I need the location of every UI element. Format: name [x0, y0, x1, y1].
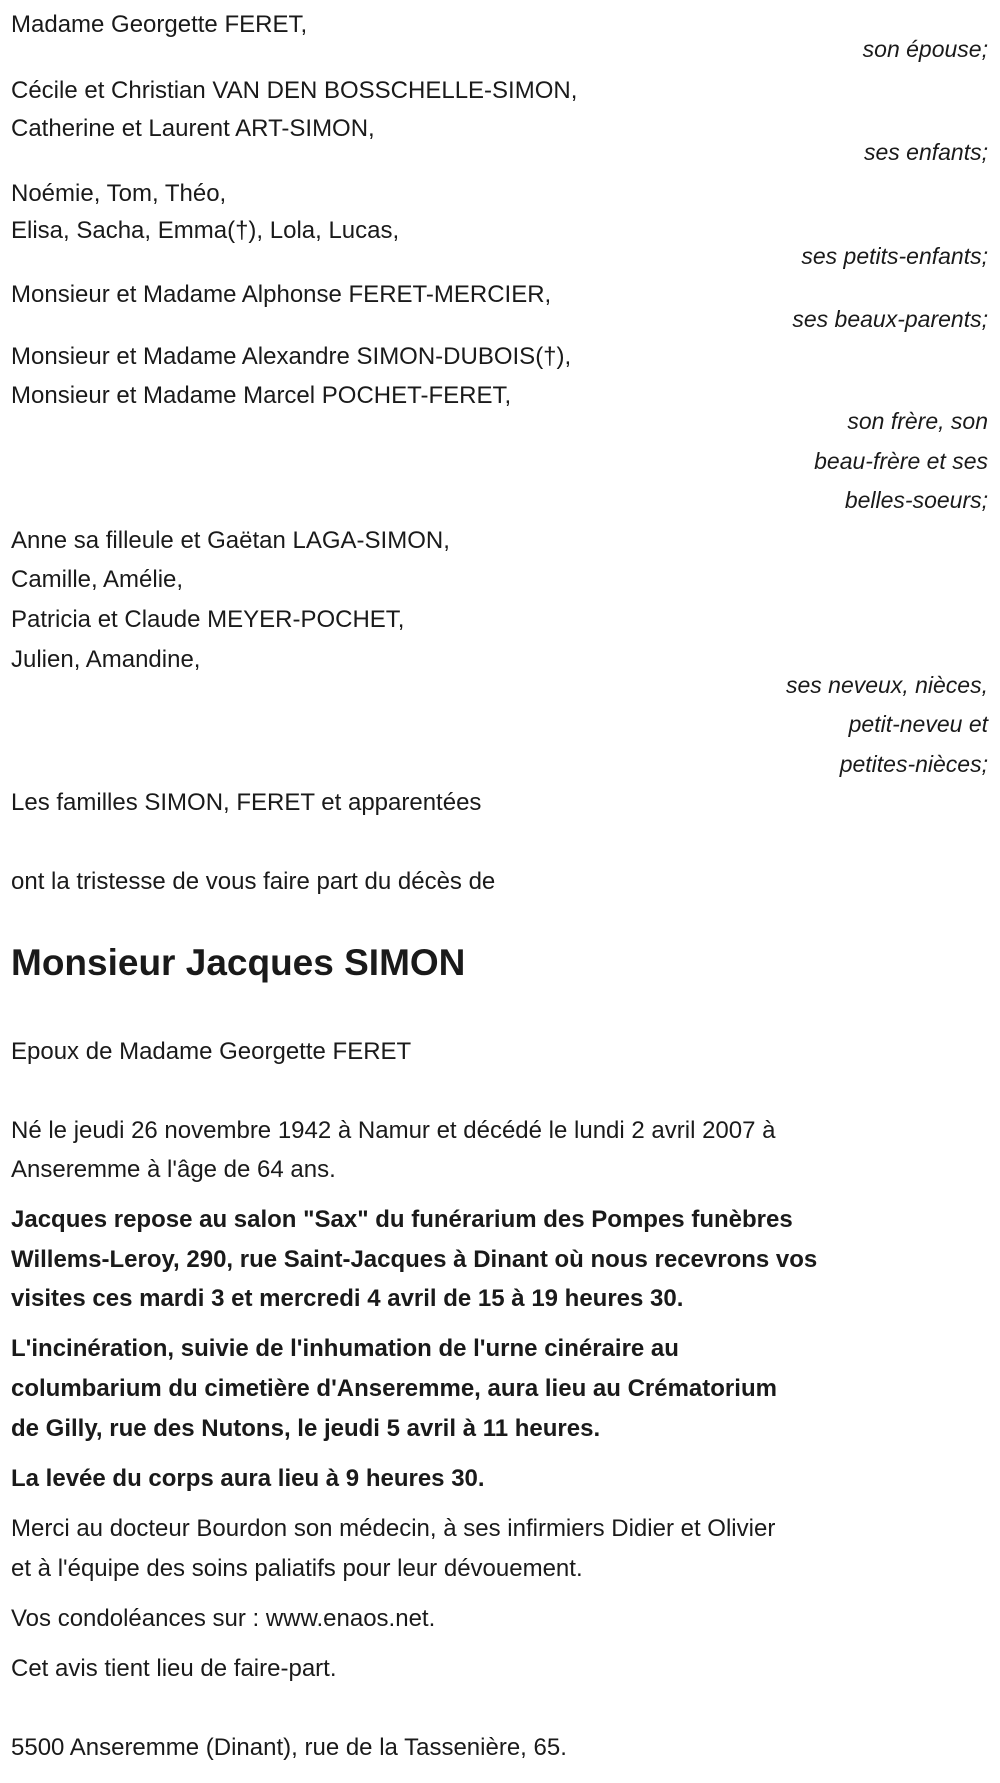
- relation-label: son épouse;: [862, 36, 988, 62]
- nephews-line: Julien, Amandine,: [11, 646, 201, 673]
- relation-label: ses neveux, nièces,: [785, 672, 988, 698]
- ceremony-line: columbarium du cimetière d'Anseremme, aura lieu au Crématorium: [11, 1375, 777, 1402]
- nephews-line: Patricia et Claude MEYER-POCHET,: [11, 606, 405, 633]
- children-line: Catherine et Laurent ART-SIMON,: [11, 115, 375, 142]
- relation-label: petit-neveu et: [848, 711, 988, 737]
- deceased-name: Monsieur Jacques SIMON: [11, 942, 466, 983]
- spouse-line: Madame Georgette FERET,: [11, 11, 308, 38]
- families-line: Les familles SIMON, FERET et apparentées: [11, 789, 482, 816]
- birth-death-line: Anseremme à l'âge de 64 ans.: [11, 1156, 336, 1183]
- birth-death-line: Né le jeudi 26 novembre 1942 à Namur et décédé le lundi 2 avril 2007 à: [11, 1117, 776, 1144]
- relation-label: petites-nièces;: [839, 751, 988, 777]
- relation-label: ses enfants;: [863, 139, 988, 165]
- spouse-of: Epoux de Madame Georgette FERET: [11, 1038, 412, 1065]
- visitation-line: Willems-Leroy, 290, rue Saint-Jacques à Dinant où nous recevrons vos: [11, 1246, 818, 1273]
- relation-label: son frère, son: [847, 408, 988, 434]
- address-line: 5500 Anseremme (Dinant), rue de la Tassenière, 65.: [11, 1734, 567, 1761]
- visitation-line: visites ces mardi 3 et mercredi 4 avril de 15 à 19 heures 30.: [11, 1285, 684, 1312]
- grandchildren-line: Noémie, Tom, Théo,: [11, 180, 227, 207]
- nephews-line: Anne sa filleule et Gaëtan LAGA-SIMON,: [11, 527, 450, 554]
- notice-line: Cet avis tient lieu de faire-part.: [11, 1655, 337, 1682]
- relation-label: beau-frère et ses: [814, 448, 988, 474]
- nephews-line: Camille, Amélie,: [11, 566, 184, 593]
- grandchildren-line: Elisa, Sacha, Emma(†), Lola, Lucas,: [11, 217, 400, 244]
- children-line: Cécile et Christian VAN DEN BOSSCHELLE-SIMON,: [11, 77, 578, 104]
- siblings-line: Monsieur et Madame Alexandre SIMON-DUBOIS(†),: [11, 343, 572, 370]
- visitation-line: Jacques repose au salon "Sax" du funérarium des Pompes funèbres: [11, 1206, 793, 1233]
- ceremony-line: L'incinération, suivie de l'inhumation de l'urne cinéraire au: [11, 1335, 679, 1362]
- announcement: ont la tristesse de vous faire part du décès de: [11, 868, 496, 895]
- relation-label: ses beaux-parents;: [792, 306, 988, 332]
- condolences-line: Vos condoléances sur : www.enaos.net.: [11, 1605, 436, 1632]
- thanks-line: Merci au docteur Bourdon son médecin, à ses infirmiers Didier et Olivier: [11, 1515, 776, 1542]
- ceremony-line: de Gilly, rue des Nutons, le jeudi 5 avril à 11 heures.: [11, 1415, 601, 1442]
- parents-in-law-line: Monsieur et Madame Alphonse FERET-MERCIER,: [11, 281, 552, 308]
- relation-label: belles-soeurs;: [844, 487, 988, 513]
- thanks-line: et à l'équipe des soins paliatifs pour leur dévouement.: [11, 1555, 583, 1582]
- siblings-line: Monsieur et Madame Marcel POCHET-FERET,: [11, 382, 512, 409]
- relation-label: ses petits-enfants;: [801, 243, 988, 269]
- levee-line: La levée du corps aura lieu à 9 heures 30.: [11, 1465, 485, 1492]
